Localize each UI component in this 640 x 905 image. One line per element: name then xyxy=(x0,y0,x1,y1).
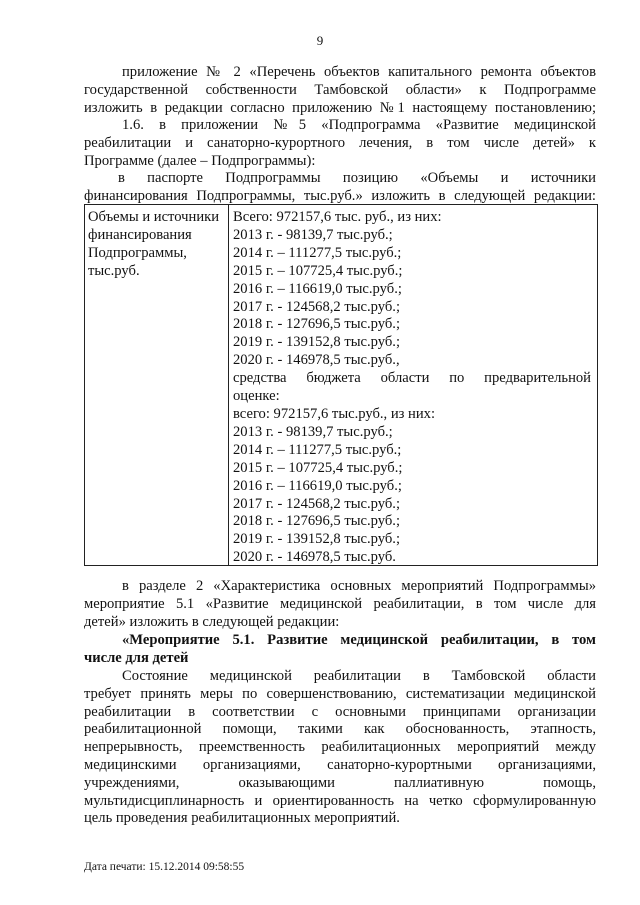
value-line: 2013 г. - 98139,7 тыс.руб.; xyxy=(233,226,393,243)
paragraph-item-1-6 xyxy=(84,117,596,170)
value-line: 2018 г. - 127696,5 тыс.руб.; xyxy=(233,513,401,530)
value-line: 2015 г. – 107725,4 тыс.руб.; xyxy=(233,459,403,476)
print-date: Дата печати: 15.12.2014 09:58:55 xyxy=(84,861,245,873)
value-line: 2018 г. - 127696,5 тыс.руб.; xyxy=(233,316,401,333)
text-line: финансирования Подпрограммы, тыс.руб.» изложить в следующей редакции: xyxy=(84,187,596,204)
value-line: всего: 972157,6 тыс.руб., из них: xyxy=(233,405,436,422)
text-line: государственной собственности Тамбовской области» к Подпрограмме xyxy=(84,81,596,98)
value-line: 2016 г. – 116619,0 тыс.руб.; xyxy=(233,477,402,494)
text-line: в паспорте Подпрограммы позицию «Объемы и источники xyxy=(118,170,596,186)
text-line: Состояние медицинской реабилитации в Тамбовской области xyxy=(122,668,596,684)
measure-heading xyxy=(84,632,596,668)
text-line: приложение № 2 «Перечень объектов капитального ремонта объектов xyxy=(122,64,596,80)
value-line: 2016 г. – 116619,0 тыс.руб.; xyxy=(233,280,402,297)
label-line: тыс.руб. xyxy=(88,262,140,279)
text-line: 1.6. в приложении №5 «Подпрограмма «Развитие медицинской xyxy=(122,117,596,133)
text-line: мультидисциплинарность и ориентированность на четко сформулированную xyxy=(84,792,596,809)
text-line: реабилитационной помощи, такими как обоснованность, этапность, xyxy=(84,721,596,738)
table-column-divider xyxy=(228,205,229,565)
table-cell-values xyxy=(233,209,591,567)
text-line: детей» изложить в следующей редакции: xyxy=(84,613,340,630)
text-line: медицинскими организациями, санаторно-курортными организациями, xyxy=(84,756,596,773)
value-line: 2019 г. - 139152,8 тыс.руб.; xyxy=(233,334,401,351)
value-line: 2020 г. - 146978,5 тыс.руб., xyxy=(233,352,400,369)
value-line: средства бюджета области по предварительной xyxy=(233,370,591,387)
paragraph-rehabilitation-state xyxy=(84,668,596,828)
text-line: непрерывность, преемственность реабилитационных мероприятий между xyxy=(84,739,596,756)
value-line: 2019 г. - 139152,8 тыс.руб.; xyxy=(233,531,401,548)
value-line: 2017 г. - 124568,2 тыс.руб.; xyxy=(233,298,401,315)
page-number: 9 xyxy=(316,33,324,48)
text-line: изложить в редакции согласно приложению №1 настоящему постановлению; xyxy=(84,99,596,116)
paragraph-section-2 xyxy=(84,578,596,631)
value-line: оценке: xyxy=(233,388,280,405)
value-line: 2014 г. – 111277,5 тыс.руб.; xyxy=(233,441,402,458)
text-line: Программе (далее – Подпрограммы): xyxy=(84,152,316,169)
value-line: 2014 г. – 111277,5 тыс.руб.; xyxy=(233,244,402,261)
text-line: в разделе 2 «Характеристика основных мероприятий Подпрограммы» xyxy=(122,578,596,594)
value-line: 2020 г. - 146978,5 тыс.руб. xyxy=(233,549,396,566)
label-line: Подпрограммы, xyxy=(88,244,187,261)
text-line: цель проведения реабилитационных мероприятий. xyxy=(84,810,400,827)
heading-line: «Мероприятие 5.1. Развитие медицинской реабилитации, в том xyxy=(122,632,596,648)
value-line: 2015 г. – 107725,4 тыс.руб.; xyxy=(233,262,403,279)
heading-line: числе для детей xyxy=(84,649,189,666)
text-line: реабилитации и санаторно-курортного лечения, в том числе детей» к xyxy=(84,134,596,151)
text-line: мероприятие 5.1 «Развитие медицинской реабилитации, в том числе для xyxy=(84,595,596,612)
table-cell-label xyxy=(88,209,226,281)
paragraph-appendix-2 xyxy=(84,64,596,117)
label-line: финансирования xyxy=(88,226,192,243)
text-line: реабилитации в соответствии с основными принципами организации xyxy=(84,703,596,720)
text-line: учреждениями, оказывающими паллиативную помощь, xyxy=(84,774,596,791)
label-line: Объемы и источники xyxy=(88,209,220,225)
paragraph-passport xyxy=(84,170,596,206)
funding-table xyxy=(84,204,598,566)
value-line: Всего: 972157,6 тыс. руб., из них: xyxy=(233,209,442,225)
text-line: требует принять меры по совершенствованию, систематизации медицинской xyxy=(84,685,596,702)
value-line: 2013 г. - 98139,7 тыс.руб.; xyxy=(233,423,393,440)
value-line: 2017 г. - 124568,2 тыс.руб.; xyxy=(233,495,401,512)
